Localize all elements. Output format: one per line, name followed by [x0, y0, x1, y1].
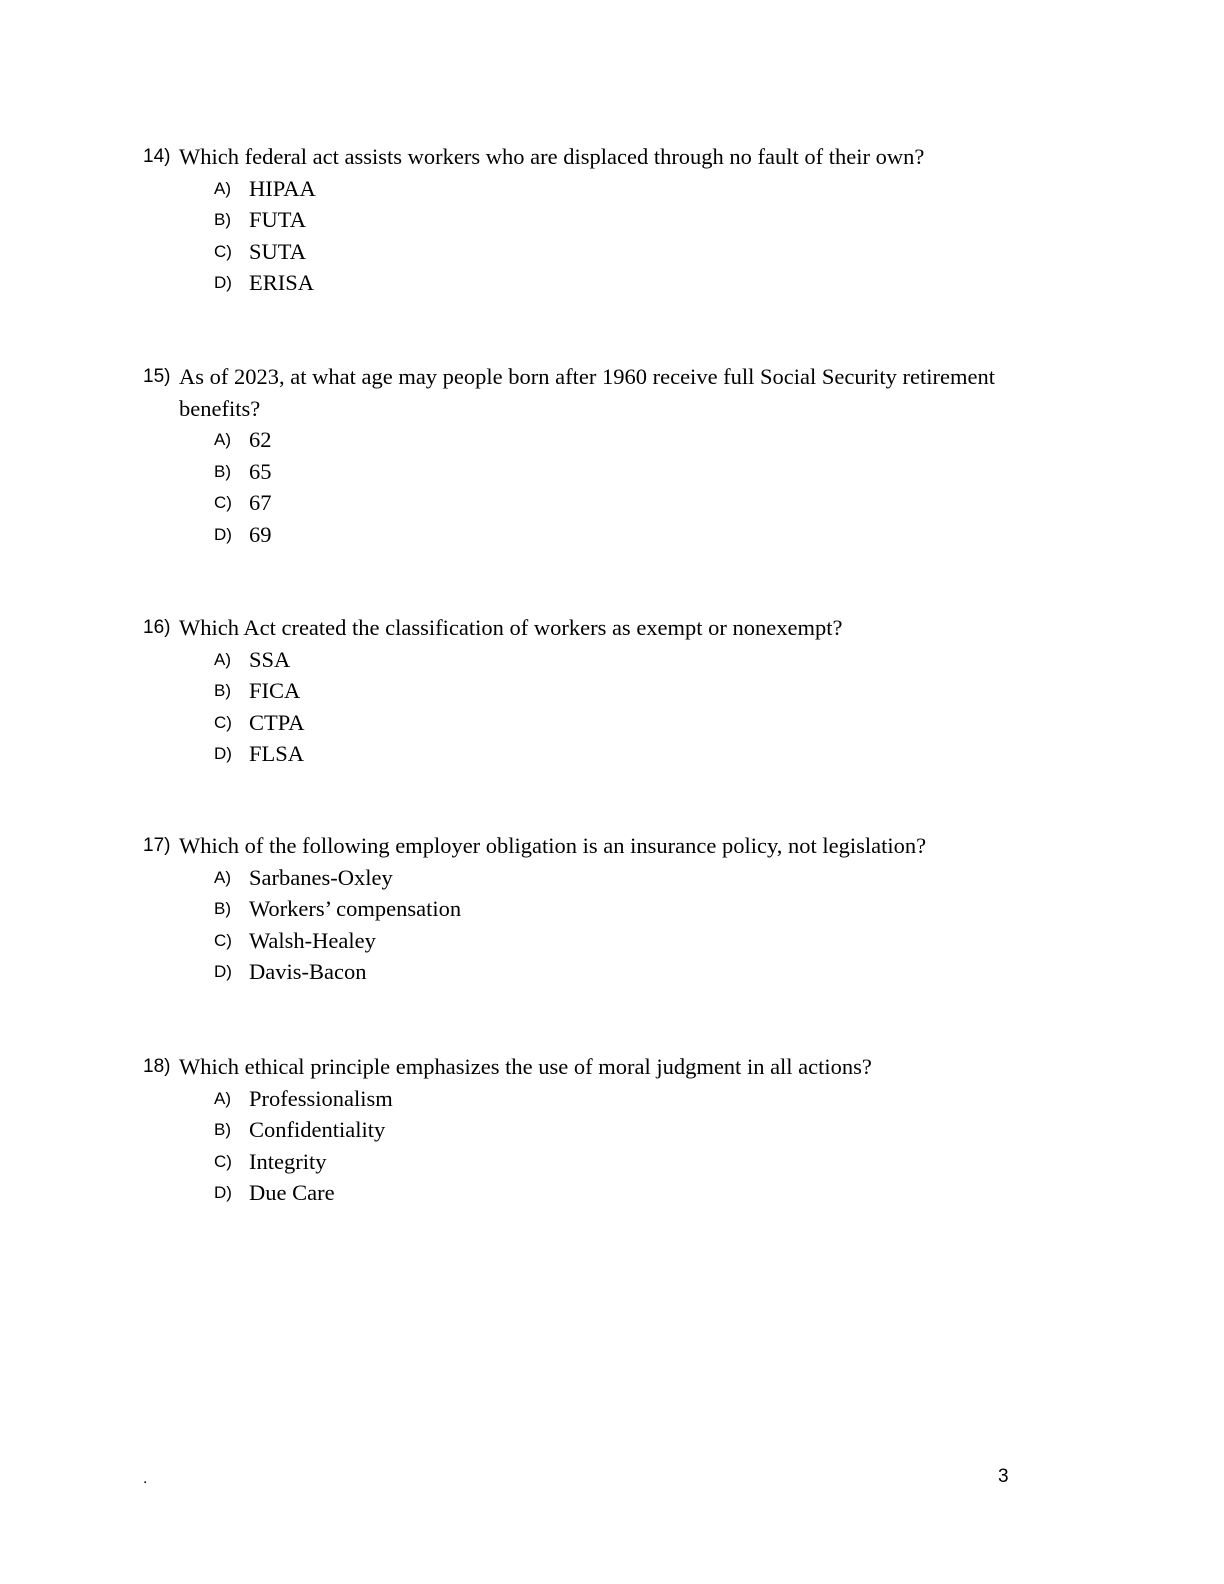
question-number: 16) [143, 617, 171, 638]
option-letter: B) [214, 210, 231, 229]
question [143, 141, 1063, 299]
answer-option [214, 893, 1063, 925]
answer-option [214, 1083, 1063, 1115]
option-letter: B) [214, 461, 231, 481]
option-text: CTPA [249, 709, 305, 735]
option-text: SSA [249, 646, 291, 672]
answer-option [214, 675, 1063, 707]
option-letter: C) [214, 930, 232, 950]
option-letter: A) [214, 649, 231, 669]
option-letter: C) [214, 712, 232, 732]
question-number: 14) [143, 146, 171, 167]
answer-option [214, 738, 1063, 770]
answer-option [214, 956, 1063, 988]
question-text: Which of the following employer obligation is an insurance policy, not legislation? [179, 833, 927, 858]
option-text: FUTA [249, 207, 306, 232]
option-letter: C) [214, 1151, 232, 1171]
answer-option [214, 707, 1063, 739]
option-text: HIPAA [249, 175, 316, 201]
option-text: 67 [249, 490, 272, 515]
option-text: Due Care [249, 1180, 335, 1205]
question [143, 830, 1063, 988]
answer-option [214, 1114, 1063, 1146]
question-stem [143, 361, 1063, 424]
question [143, 361, 1063, 550]
option-letter: A) [214, 1088, 231, 1108]
option-letter: A) [214, 867, 231, 887]
question-text: Which federal act assists workers who are displaced through no fault of their own? [179, 144, 925, 169]
option-text: Integrity [249, 1148, 327, 1174]
option-letter: B) [214, 681, 231, 700]
answer-option [214, 1146, 1063, 1178]
option-text: Professionalism [249, 1085, 393, 1111]
option-text: 69 [249, 521, 272, 547]
option-text: Sarbanes-Oxley [249, 864, 393, 890]
question [143, 612, 1063, 770]
option-letter: C) [214, 493, 232, 512]
option-text: FLSA [249, 741, 305, 766]
page-number: 3 [998, 1466, 1009, 1487]
option-text: Confidentiality [249, 1117, 386, 1142]
answer-option [214, 519, 1063, 551]
answer-option [214, 487, 1063, 519]
question-text: As of 2023, at what age may people born after 1960 receive full Social Security retirement benefits? [179, 364, 995, 421]
question-number: 15) [143, 366, 171, 387]
question-stem [143, 612, 1063, 644]
question-text: Which ethical principle emphasizes the use of moral judgment in all actions? [179, 1054, 872, 1079]
question-stem [143, 830, 1063, 862]
option-text: Walsh-Healey [249, 927, 376, 953]
answer-option [214, 236, 1063, 268]
answer-option [214, 1177, 1063, 1209]
option-text: FICA [249, 678, 301, 703]
option-letter: A) [214, 178, 231, 198]
answer-option [214, 644, 1063, 676]
question-text: Which Act created the classification of workers as exempt or nonexempt? [179, 615, 843, 640]
answer-option [214, 204, 1063, 236]
option-letter: D) [214, 273, 232, 292]
answer-option [214, 424, 1063, 456]
option-letter: B) [214, 1120, 231, 1139]
answer-option [214, 456, 1063, 488]
question-stem [143, 141, 1063, 173]
option-text: ERISA [249, 270, 315, 295]
answer-option [214, 173, 1063, 205]
option-letter: A) [214, 430, 231, 449]
option-letter: D) [214, 962, 232, 981]
option-letter: D) [214, 744, 232, 763]
footer-mark: . [143, 1470, 148, 1487]
option-letter: C) [214, 241, 232, 261]
question [143, 1051, 1063, 1209]
option-letter: B) [214, 899, 231, 918]
answer-option [214, 267, 1063, 299]
question-number: 17) [143, 835, 171, 856]
option-text: Davis-Bacon [249, 959, 367, 984]
option-text: 65 [249, 458, 272, 484]
option-text: SUTA [249, 238, 306, 264]
question-stem [143, 1051, 1063, 1083]
answer-option [214, 925, 1063, 957]
option-letter: D) [214, 1183, 232, 1202]
question-number: 18) [143, 1056, 171, 1077]
option-letter: D) [214, 524, 232, 544]
option-text: 62 [249, 427, 272, 452]
answer-option [214, 862, 1063, 894]
option-text: Workers’ compensation [249, 896, 462, 921]
